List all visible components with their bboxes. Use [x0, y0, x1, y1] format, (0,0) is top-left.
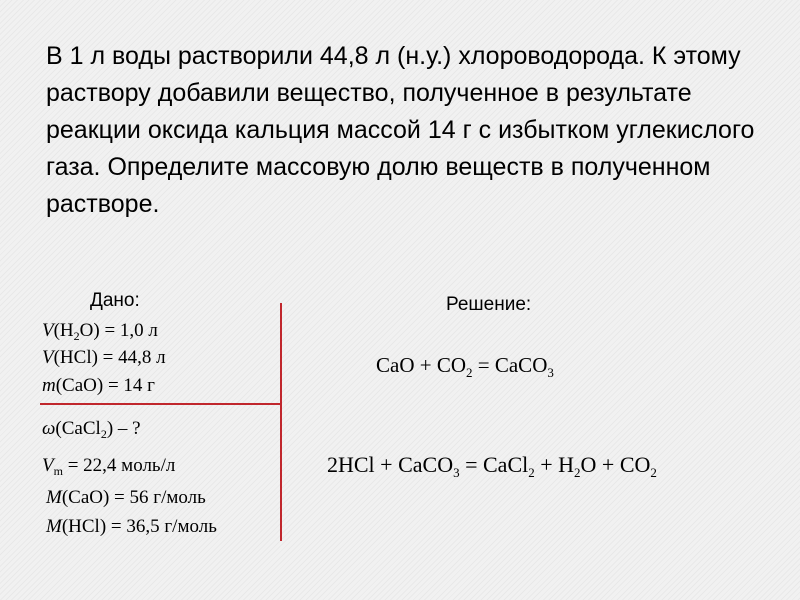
vertical-divider — [280, 303, 282, 541]
horizontal-divider — [40, 403, 281, 405]
given-mass-cao: m(CaO) = 14 г — [42, 375, 155, 396]
molar-mass-hcl: M(HCl) = 36,5 г/моль — [46, 516, 217, 537]
given-volume-water: $V(H_2O) = 1,0$ л — [42, 320, 158, 343]
molar-mass-cao: M(CaO) = 56 г/моль — [46, 487, 206, 508]
reaction-equation-2: 2HCl + CaCO$_3$ = CaCl$_2$ + $H_2O + CO_2$ — [327, 452, 657, 480]
problem-statement: В 1 л воды растворили 44,8 л (н.у.) хлороводорода. К этому раствору добавили вещество, полученное в результате реакции оксида кальция массой 14 г с избытком углекислого газа. Определите массовую долю веществ в полученном растворе. — [46, 42, 755, 218]
reaction-equation-1: CaO + $CO_2$ = CaCO$_3$ — [376, 353, 554, 380]
solution-title: Решение: — [446, 294, 532, 315]
find-mass-fraction: ω(CaCl$_2$) – ? — [42, 418, 141, 441]
given-volume-hcl: V(HCl) = 44,8 л — [42, 347, 166, 368]
molar-volume: $V_m = 22,4$ моль/л — [42, 455, 176, 478]
given-title: Дано: — [90, 290, 140, 311]
